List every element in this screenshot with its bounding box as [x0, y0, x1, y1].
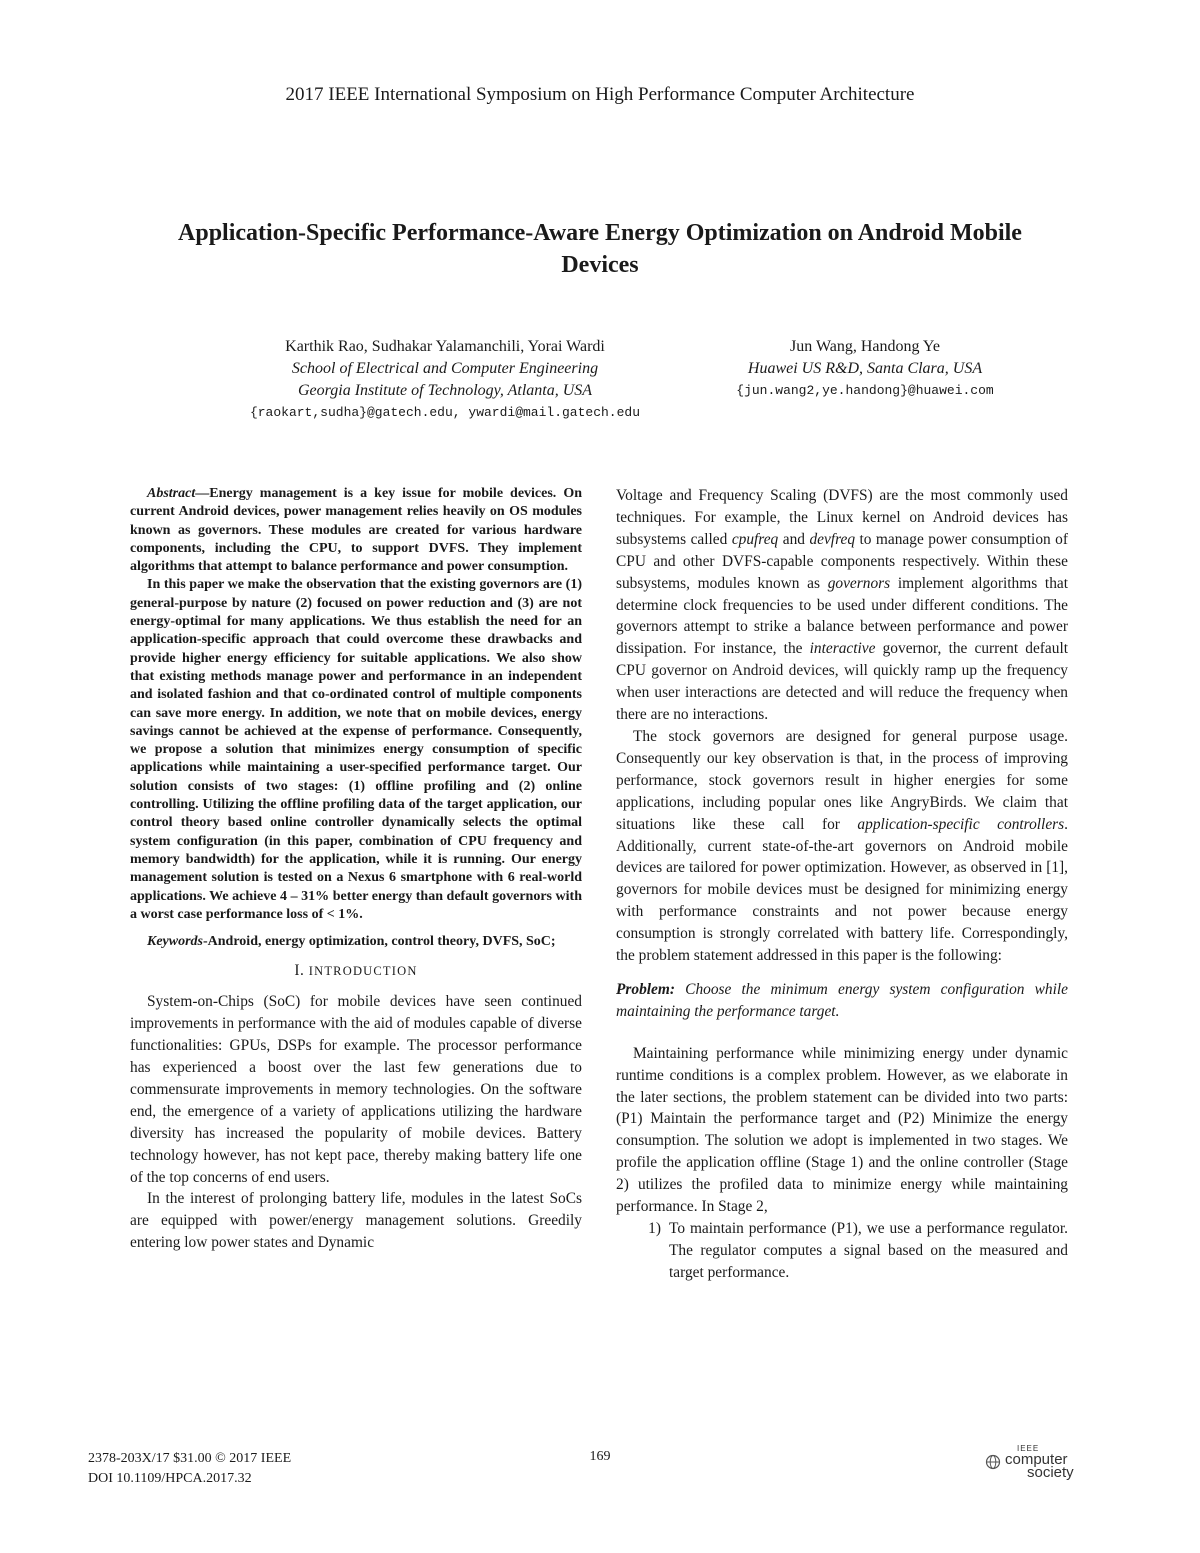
text-span: to manage power consumption of CPU and other DVFS-capable components respectively. Within these subsystems, modules known as — [616, 530, 1068, 592]
section-title: INTRODUCTION — [308, 964, 418, 979]
term-devfreq: devfreq — [809, 530, 856, 548]
logo-computer-text: computer — [1005, 1451, 1068, 1468]
problem-text: Choose the minimum energy system configuration while maintaining the performance target. — [616, 980, 1068, 1020]
conference-header: 2017 IEEE International Symposium on High Performance Computer Architecture — [285, 84, 915, 105]
right-column — [616, 485, 1068, 1284]
abstract-text-1: Energy management is a key issue for mobile devices. On current Android devices, power management relies heavily on OS modules known as governors. These modules are created for various hardware components, including the CPU, to support DVFS. They implement algorithms that attempt to balance performance and power consumption. — [130, 486, 582, 575]
term-cpufreq: cpufreq — [731, 530, 779, 548]
author-names: Karthik Rao, Sudhakar Yalamanchili, Yorai Wardi — [285, 338, 605, 355]
author-names: Jun Wang, Handong Ye — [790, 338, 940, 355]
footer-issn: 2378-203X/17 $31.00 © 2017 IEEE — [88, 1451, 292, 1466]
list-item — [616, 1218, 1068, 1284]
text-span: governor, the current default CPU governor on Android devices, will quickly ramp up the frequency when user interactions are detected and will reduce the frequency when there are no interactions. — [616, 640, 1068, 724]
keywords — [130, 933, 582, 951]
abstract — [130, 485, 582, 951]
term-governors: governors — [827, 574, 891, 592]
right-paragraph-3: Maintaining performance while minimizing energy under dynamic runtime conditions is a complex problem. However, as we elaborate in the later sections, the problem statement can be divided into two parts: (P1) Maintain the performance target and (P2) Minimize the energy consumption. The solution we adopt is implemented in two stages. We profile the application offline (Stage 1) and the online controller (Stage 2) utilizes the profiled data to minimize energy while maintaining performance. In Stage 2, — [616, 1044, 1068, 1216]
right-paragraph-2 — [616, 726, 1068, 967]
left-column — [130, 485, 582, 1254]
author-department: School of Electrical and Computer Engineering — [291, 360, 599, 377]
keywords-label: Keywords — [147, 934, 203, 950]
footer-doi: DOI 10.1109/HPCA.2017.32 — [88, 1471, 252, 1486]
section-number: I. — [294, 962, 305, 980]
author-block-left — [180, 336, 710, 424]
problem-statement — [616, 979, 1068, 1023]
text-span: and — [778, 530, 810, 548]
problem-label: Problem: — [616, 980, 675, 998]
logo-ieee-text: IEEE — [1017, 1444, 1040, 1453]
author-institution: Huawei US R&D, Santa Clara, USA — [747, 360, 983, 377]
abstract-paragraph-2: In this paper we make the observation that the existing governors are (1) general-purpose by nature (2) focused on power reduction and (3) are not energy-optimal for many applications. We thus establish the need for an application-specific approach that could overcome these drawbacks and provide higher energy efficiency for suitable applications. We also show that existing methods manage power and performance in an independent and isolated fashion and that co-ordinated control of multiple components can save more energy. In addition, we note that on mobile devices, energy savings cannot be achieved at the expense of performance. Consequently, we propose a solution that minimizes energy consumption of specific applications while maintaining a user-specified performance target. Our solution consists of two stages: (1) offline profiling and (2) online controlling. Utilizing the offline profiling data of the target application, our control theory based online controller dynamically selects the optimal system configuration (in this paper, combination of CPU frequency and memory bandwidth) for the application, while it is running. Our energy management solution is tested on a Nexus 6 smartphone with 6 real-world applications. We achieve 4 – 31% better energy than default governors with a worst case performance loss of < 1%. — [130, 577, 582, 922]
intro-paragraph-2: In the interest of prolonging battery life, modules in the latest SoCs are equipped with power/energy management solutions. Greedily entering low power states and Dynamic — [130, 1190, 582, 1252]
author-email: {jun.wang2,ye.handong}@huawei.com — [736, 383, 994, 398]
list-number: 1) — [648, 1220, 661, 1237]
term-interactive: interactive — [809, 640, 876, 658]
abstract-paragraph-1 — [130, 485, 582, 576]
page-number: 169 — [589, 1449, 611, 1464]
text-span: implement algorithms that determine clock frequencies to be used under different conditions. The governors attempt to strike a balance between performance and power dissipation. For instance, the — [616, 574, 1068, 658]
abstract-label: Abstract — [147, 486, 196, 501]
ieee-computer-society-logo — [975, 1444, 1085, 1484]
paper-title-line-2: Devices — [561, 252, 639, 278]
keywords-text: -Android, energy optimization, control theory, DVFS, SoC; — [203, 934, 556, 950]
paper-title — [130, 217, 1070, 281]
intro-paragraph-1: System-on-Chips (SoC) for mobile devices have seen continued improvements in performance with the aid of modules capable of diverse functionalities: GPUs, DSPs for example. The processor performance has experienced a boost over the last few generations due to commensurate improvements in memory technologies. On the software end, the emergence of a variety of applications utilizing the hardware diversity has increased the popularity of mobile devices. Battery technology however, has not kept pace, thereby making battery life one of the top concerns of end users. — [130, 993, 582, 1186]
author-institution: Georgia Institute of Technology, Atlanta, USA — [297, 382, 593, 399]
text-span: The stock governors are designed for general purpose usage. Consequently our key observation is that, in the process of improving performance, stock governors result in higher energies for some applications, including popular ones like AngryBirds. We claim that situations like these call for — [616, 727, 1068, 833]
footer-copyright — [88, 1449, 291, 1489]
globe-icon — [983, 1454, 1003, 1470]
text-span: . Additionally, current state-of-the-art governors on Android mobile devices are tailored for power optimization. However, as observed in [1], governors for mobile devices must be designed for minimizing energy with performance constraints and not power because energy consumption is strongly correlated with battery life. Correspondingly, the problem statement addressed in this paper is the following: — [616, 815, 1069, 965]
abstract-dash: — — [195, 486, 210, 501]
list-text: To maintain performance (P1), we use a performance regulator. The regulator computes a signal based on the measured and target performance. — [669, 1220, 1068, 1281]
right-paragraph-1 — [616, 485, 1068, 726]
text-span: Voltage and Frequency Scaling (DVFS) are the most commonly used techniques. For example, the Linux kernel on Android devices has subsystems called — [616, 487, 1068, 548]
paper-title-line-1: Application-Specific Performance-Aware Energy Optimization on Android Mobile — [178, 220, 1022, 246]
author-block-right — [690, 336, 1040, 402]
logo-society-text: society — [1027, 1464, 1074, 1481]
author-email: {raokart,sudha}@gatech.edu, ywardi@mail.gatech.edu — [249, 405, 641, 420]
term-application-specific-controllers: application-specific controllers — [857, 815, 1065, 833]
section-heading-introduction — [130, 960, 582, 983]
